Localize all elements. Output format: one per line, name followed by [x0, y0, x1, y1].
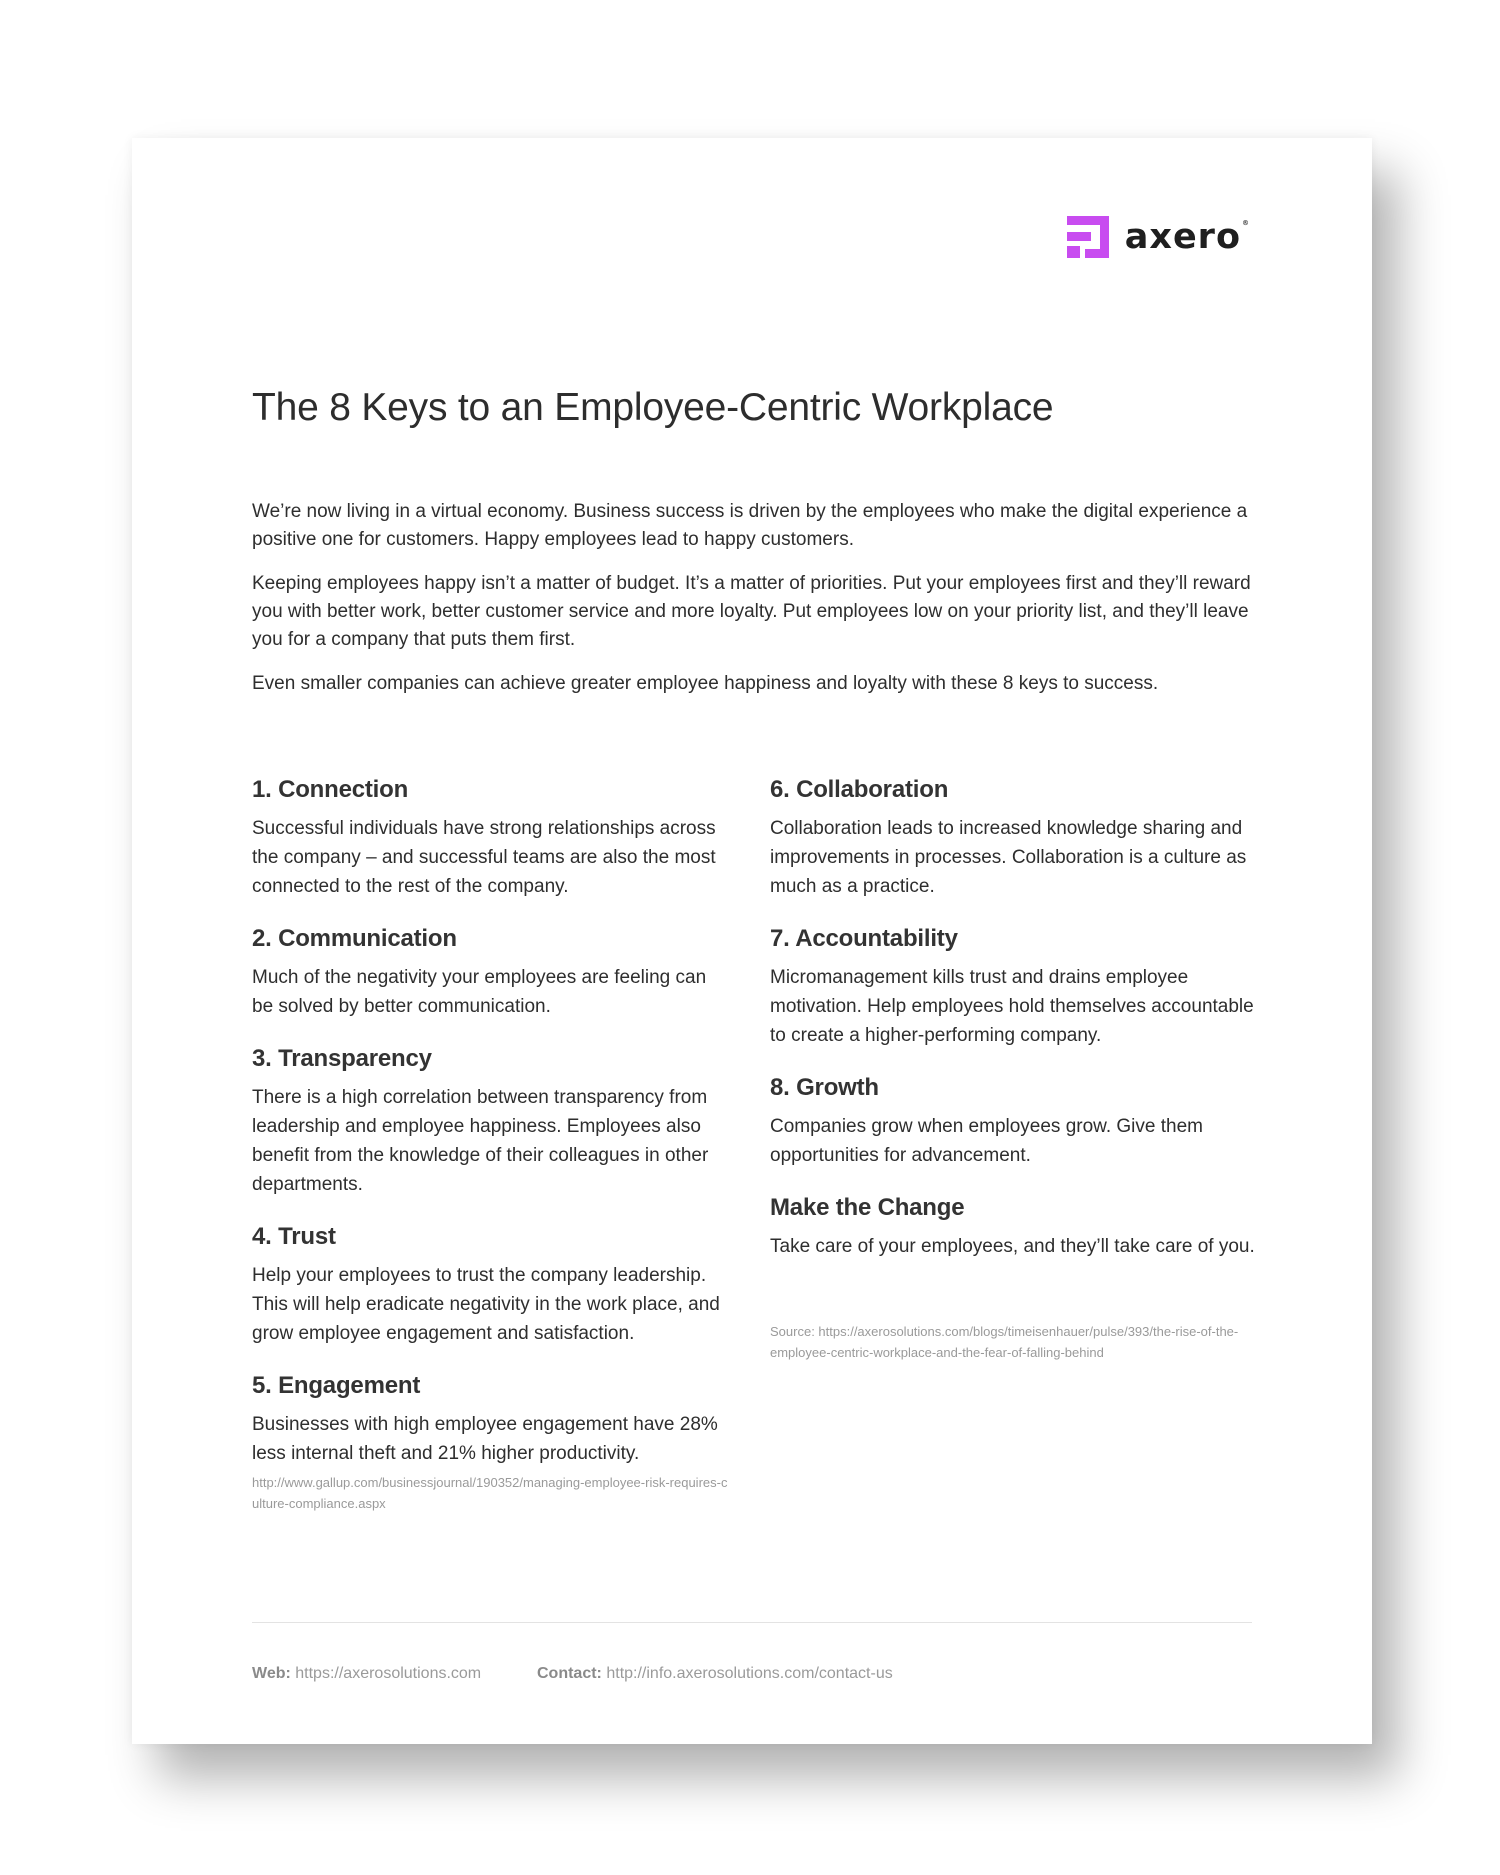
key-section [770, 1074, 1260, 1170]
key-heading: 1. Connection [252, 776, 409, 803]
key-section [770, 1194, 1260, 1261]
citation-link[interactable]: http://www.gallup.com/businessjournal/190352/managing-employee-risk-requires-culture-compliance.aspx [252, 1475, 728, 1511]
source-citation[interactable]: Source: https://axerosolutions.com/blogs/timeisenhauer/pulse/393/the-rise-of-the-employee-centric-workplace-and-the-fear-of-falling-behind [770, 1324, 1239, 1360]
footer-contact-label: Contact: [537, 1665, 602, 1682]
key-section [252, 1045, 732, 1199]
intro-paragraph: We’re now living in a virtual economy. Business success is driven by the employees who make the digital experience a positive one for customers. Happy employees lead to happy customers. [252, 501, 1248, 550]
brand-logo [1067, 216, 1250, 258]
key-text: Much of the negativity your employees are feeling can be solved by better communication. [252, 967, 707, 1017]
key-section [252, 776, 732, 901]
footer-divider [252, 1622, 1252, 1623]
key-section [252, 1372, 732, 1514]
key-heading: 4. Trust [252, 1223, 336, 1250]
key-section [252, 1223, 732, 1348]
key-text: Companies grow when employees grow. Give them opportunities for advancement. [770, 1116, 1203, 1166]
key-text: Micromanagement kills trust and drains employee motivation. Help employees hold themselves accountable to create a higher-performing company. [770, 967, 1254, 1046]
key-text: There is a high correlation between transparency from leadership and employee happiness. Employees also benefit from the knowledge of their colleagues in other departments. [252, 1087, 709, 1195]
key-heading: 6. Collaboration [770, 776, 949, 803]
key-heading: 5. Engagement [252, 1372, 421, 1399]
footer-contact [537, 1665, 893, 1683]
document-page [132, 138, 1372, 1744]
keys-right-column [770, 776, 1260, 1363]
footer-contact-link[interactable]: http://info.axerosolutions.com/contact-us [606, 1665, 893, 1682]
key-heading: 8. Growth [770, 1074, 879, 1101]
page-title: The 8 Keys to an Employee-Centric Workplace [252, 386, 1054, 429]
intro-paragraph: Even smaller companies can achieve greater employee happiness and loyalty with these 8 keys to success. [252, 673, 1159, 694]
footer-web [252, 1665, 481, 1683]
key-section [252, 925, 732, 1021]
key-section [770, 776, 1260, 901]
footer-web-label: Web: [252, 1665, 291, 1682]
key-heading: 7. Accountability [770, 925, 958, 952]
key-text: Successful individuals have strong relationships across the company – and successful teams are also the most connected to the rest of the company. [252, 818, 716, 897]
key-heading: 3. Transparency [252, 1045, 432, 1072]
key-text: Collaboration leads to increased knowledge sharing and improvements in processes. Collaboration is a culture as much as a practice. [770, 818, 1247, 897]
intro-paragraph: Keeping employees happy isn’t a matter of budget. It’s a matter of priorities. Put your employees first and they’ll reward you with better work, better customer service and more loyalty. Put employees low on your priority list, and they’ll leave you for a company that puts them first. [252, 573, 1251, 650]
brand-wordmark: axero® [1124, 216, 1250, 257]
key-text: Businesses with high employee engagement have 28% less internal theft and 21% higher productivity. [252, 1414, 718, 1464]
keys-left-column [252, 776, 732, 1538]
footer-web-link[interactable]: https://axerosolutions.com [295, 1665, 482, 1682]
key-section [770, 925, 1260, 1050]
key-text: Help your employees to trust the company leadership. This will help eradicate negativity in the work place, and grow employee engagement and satisfaction. [252, 1265, 720, 1344]
key-heading: Make the Change [770, 1194, 965, 1221]
intro-text [252, 498, 1262, 714]
key-text: Take care of your employees, and they’ll take care of you. [770, 1236, 1255, 1257]
key-heading: 2. Communication [252, 925, 457, 952]
axero-logo-icon [1067, 216, 1109, 258]
